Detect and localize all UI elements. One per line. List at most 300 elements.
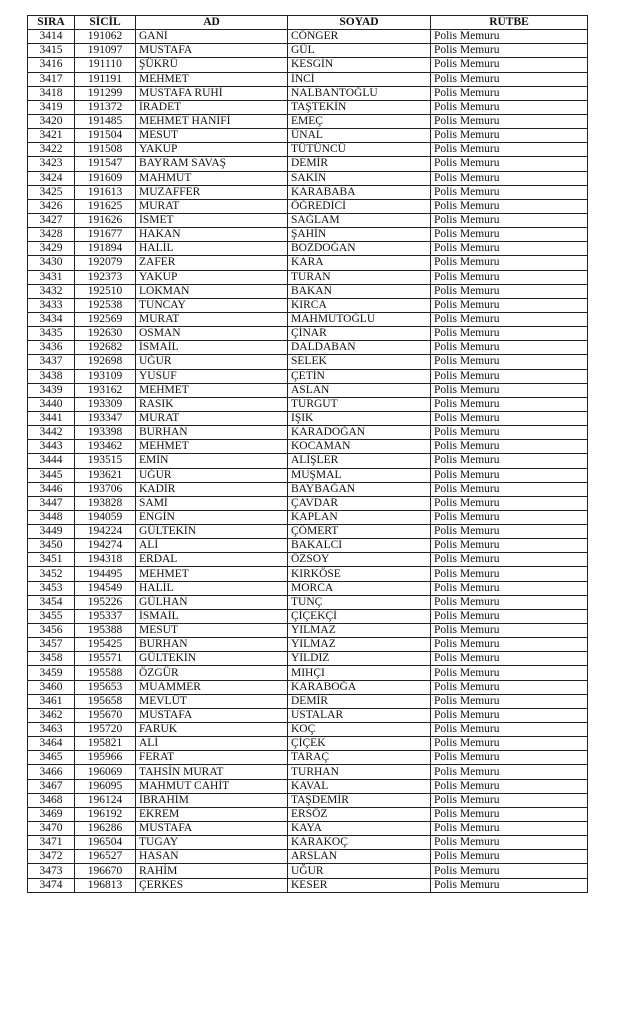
cell-ad: ALİ [136,539,288,553]
cell-rutbe: Polis Memuru [431,242,588,256]
cell-sira: 3458 [28,652,75,666]
table-row [28,86,588,100]
cell-rutbe: Polis Memuru [431,779,588,793]
cell-sicil: 193462 [75,440,136,454]
cell-rutbe: Polis Memuru [431,822,588,836]
table-row [28,581,588,595]
cell-soyad: DALDABAN [288,341,431,355]
cell-sicil: 195226 [75,595,136,609]
table-row [28,242,588,256]
cell-sira: 3443 [28,440,75,454]
cell-rutbe: Polis Memuru [431,355,588,369]
cell-sira: 3441 [28,411,75,425]
cell-sicil: 193162 [75,383,136,397]
table-row [28,355,588,369]
table-row [28,807,588,821]
table-row [28,44,588,58]
cell-ad: İBRAHİM [136,793,288,807]
table-row [28,397,588,411]
cell-rutbe: Polis Memuru [431,680,588,694]
cell-sira: 3460 [28,680,75,694]
table-row [28,468,588,482]
cell-soyad: ÇİNAR [288,327,431,341]
cell-sicil: 195588 [75,666,136,680]
header-row [28,16,588,30]
cell-rutbe: Polis Memuru [431,694,588,708]
cell-soyad: CÖNGER [288,30,431,44]
cell-rutbe: Polis Memuru [431,638,588,652]
cell-ad: SAMİ [136,496,288,510]
cell-sicil: 196286 [75,822,136,836]
cell-ad: RASIK [136,397,288,411]
cell-sira: 3425 [28,185,75,199]
cell-rutbe: Polis Memuru [431,581,588,595]
cell-soyad: ALİŞLER [288,454,431,468]
cell-ad: MEHMET [136,383,288,397]
cell-ad: UĞUR [136,468,288,482]
table-row [28,256,588,270]
cell-sicil: 195337 [75,609,136,623]
cell-soyad: GÜL [288,44,431,58]
cell-rutbe: Polis Memuru [431,864,588,878]
cell-ad: İSMAİL [136,609,288,623]
table-body [28,30,588,893]
cell-sira: 3438 [28,369,75,383]
cell-rutbe: Polis Memuru [431,86,588,100]
cell-rutbe: Polis Memuru [431,468,588,482]
cell-rutbe: Polis Memuru [431,312,588,326]
cell-sira: 3457 [28,638,75,652]
cell-rutbe: Polis Memuru [431,723,588,737]
cell-ad: YAKUP [136,143,288,157]
cell-sira: 3431 [28,270,75,284]
cell-sicil: 196069 [75,765,136,779]
table-row [28,129,588,143]
cell-soyad: TÜTÜNCÜ [288,143,431,157]
table-row [28,638,588,652]
cell-rutbe: Polis Memuru [431,807,588,821]
cell-soyad: TURGUT [288,397,431,411]
cell-sicil: 191609 [75,171,136,185]
cell-soyad: MUŞMAL [288,468,431,482]
cell-sicil: 194549 [75,581,136,595]
cell-rutbe: Polis Memuru [431,426,588,440]
cell-rutbe: Polis Memuru [431,525,588,539]
cell-rutbe: Polis Memuru [431,270,588,284]
cell-sicil: 195670 [75,708,136,722]
cell-sira: 3424 [28,171,75,185]
cell-rutbe: Polis Memuru [431,708,588,722]
cell-sira: 3435 [28,327,75,341]
cell-ad: MESUT [136,624,288,638]
cell-sicil: 192682 [75,341,136,355]
cell-sira: 3442 [28,426,75,440]
cell-sicil: 191191 [75,72,136,86]
cell-soyad: TARAÇ [288,751,431,765]
table-header [28,16,588,30]
table-row [28,228,588,242]
cell-soyad: ÖĞREDİCİ [288,199,431,213]
table-row [28,171,588,185]
cell-soyad: BAYBAĞAN [288,482,431,496]
cell-rutbe: Polis Memuru [431,114,588,128]
table-row [28,58,588,72]
cell-sira: 3414 [28,30,75,44]
cell-soyad: KESGİN [288,58,431,72]
cell-sicil: 191508 [75,143,136,157]
cell-ad: MUSTAFA [136,708,288,722]
cell-soyad: BAKALCI [288,539,431,553]
cell-soyad: BOZDOĞAN [288,242,431,256]
cell-sira: 3448 [28,510,75,524]
cell-sicil: 194059 [75,510,136,524]
cell-sicil: 193309 [75,397,136,411]
cell-soyad: SAĞLAM [288,213,431,227]
cell-sicil: 195966 [75,751,136,765]
cell-ad: YAKUP [136,270,288,284]
cell-ad: MURAT [136,199,288,213]
cell-sicil: 195658 [75,694,136,708]
table-row [28,143,588,157]
cell-sicil: 196504 [75,836,136,850]
cell-sicil: 196813 [75,878,136,892]
cell-soyad: MAHMUTOĞLU [288,312,431,326]
cell-rutbe: Polis Memuru [431,510,588,524]
cell-soyad: ASLAN [288,383,431,397]
cell-soyad: KOÇ [288,723,431,737]
cell-rutbe: Polis Memuru [431,341,588,355]
cell-sicil: 191894 [75,242,136,256]
cell-sira: 3464 [28,737,75,751]
cell-sicil: 191677 [75,228,136,242]
cell-sira: 3417 [28,72,75,86]
cell-rutbe: Polis Memuru [431,595,588,609]
cell-rutbe: Polis Memuru [431,751,588,765]
cell-sicil: 194318 [75,553,136,567]
cell-ad: YUSUF [136,369,288,383]
cell-ad: GÜLTEKİN [136,652,288,666]
cell-ad: MEHMET [136,440,288,454]
cell-rutbe: Polis Memuru [431,58,588,72]
cell-soyad: ŞAHİN [288,228,431,242]
cell-soyad: KAYA [288,822,431,836]
cell-ad: RAHİM [136,864,288,878]
cell-rutbe: Polis Memuru [431,440,588,454]
cell-ad: MUZAFFER [136,185,288,199]
cell-rutbe: Polis Memuru [431,327,588,341]
table-row [28,793,588,807]
cell-sicil: 191062 [75,30,136,44]
table-row [28,440,588,454]
table-row [28,496,588,510]
cell-sicil: 193706 [75,482,136,496]
cell-sira: 3426 [28,199,75,213]
cell-sira: 3440 [28,397,75,411]
cell-ad: MEHMET [136,567,288,581]
cell-sira: 3452 [28,567,75,581]
cell-rutbe: Polis Memuru [431,482,588,496]
cell-ad: MAHMUT [136,171,288,185]
cell-sira: 3434 [28,312,75,326]
cell-ad: TAHSİN MURAT [136,765,288,779]
cell-ad: MURAT [136,411,288,425]
cell-sicil: 193828 [75,496,136,510]
cell-ad: FARUK [136,723,288,737]
cell-sira: 3447 [28,496,75,510]
cell-ad: BURHAN [136,426,288,440]
table-row [28,100,588,114]
cell-sira: 3418 [28,86,75,100]
table-row [28,609,588,623]
cell-sira: 3454 [28,595,75,609]
cell-rutbe: Polis Memuru [431,765,588,779]
cell-ad: HASAN [136,850,288,864]
cell-sicil: 193621 [75,468,136,482]
cell-rutbe: Polis Memuru [431,878,588,892]
table-row [28,666,588,680]
cell-soyad: KIRKÖSE [288,567,431,581]
table-row [28,341,588,355]
header-soyad: SOYAD [288,16,431,30]
table-row [28,454,588,468]
cell-sira: 3416 [28,58,75,72]
cell-rutbe: Polis Memuru [431,185,588,199]
cell-rutbe: Polis Memuru [431,157,588,171]
cell-sicil: 196124 [75,793,136,807]
cell-sira: 3421 [28,129,75,143]
cell-ad: MUAMMER [136,680,288,694]
cell-soyad: ÇÖMERT [288,525,431,539]
cell-ad: KADİR [136,482,288,496]
cell-rutbe: Polis Memuru [431,143,588,157]
table-row [28,751,588,765]
table-row [28,185,588,199]
cell-sira: 3420 [28,114,75,128]
cell-rutbe: Polis Memuru [431,30,588,44]
cell-ad: MEHMET [136,72,288,86]
table-row [28,270,588,284]
cell-sicil: 194495 [75,567,136,581]
cell-soyad: ERSÖZ [288,807,431,821]
cell-sicil: 191626 [75,213,136,227]
cell-sira: 3430 [28,256,75,270]
table-row [28,765,588,779]
cell-soyad: TAŞTEKİN [288,100,431,114]
cell-soyad: TUNÇ [288,595,431,609]
cell-sicil: 191110 [75,58,136,72]
cell-rutbe: Polis Memuru [431,72,588,86]
cell-ad: HAKAN [136,228,288,242]
table-row [28,779,588,793]
cell-soyad: DEMİR [288,694,431,708]
cell-soyad: KOCAMAN [288,440,431,454]
cell-soyad: ÇAVDAR [288,496,431,510]
cell-soyad: KARABABA [288,185,431,199]
cell-sicil: 195388 [75,624,136,638]
cell-sicil: 191485 [75,114,136,128]
cell-rutbe: Polis Memuru [431,850,588,864]
cell-rutbe: Polis Memuru [431,129,588,143]
cell-rutbe: Polis Memuru [431,793,588,807]
table-row [28,312,588,326]
table-row [28,482,588,496]
cell-sicil: 192698 [75,355,136,369]
cell-ad: İSMAİL [136,341,288,355]
cell-soyad: İNCİ [288,72,431,86]
cell-ad: EKREM [136,807,288,821]
cell-sicil: 194224 [75,525,136,539]
cell-ad: MUSTAFA [136,822,288,836]
cell-soyad: ÇİÇEK [288,737,431,751]
cell-sicil: 191625 [75,199,136,213]
cell-ad: BAYRAM SAVAŞ [136,157,288,171]
cell-sira: 3471 [28,836,75,850]
cell-sicil: 196095 [75,779,136,793]
cell-sira: 3473 [28,864,75,878]
personnel-table [27,15,588,893]
cell-soyad: KARABOĞA [288,680,431,694]
table-row [28,30,588,44]
cell-ad: ENGİN [136,510,288,524]
cell-soyad: ÇETİN [288,369,431,383]
cell-sicil: 191097 [75,44,136,58]
cell-rutbe: Polis Memuru [431,609,588,623]
cell-sicil: 193515 [75,454,136,468]
cell-sicil: 196527 [75,850,136,864]
cell-rutbe: Polis Memuru [431,397,588,411]
cell-ad: GÜLTEKİN [136,525,288,539]
cell-ad: TUGAY [136,836,288,850]
cell-ad: ALİ [136,737,288,751]
cell-sicil: 192079 [75,256,136,270]
cell-soyad: YILDIZ [288,652,431,666]
table-row [28,553,588,567]
table-row [28,836,588,850]
table-row [28,72,588,86]
cell-ad: OSMAN [136,327,288,341]
cell-rutbe: Polis Memuru [431,411,588,425]
table-row [28,525,588,539]
cell-ad: ERDAL [136,553,288,567]
table-row [28,680,588,694]
table-row [28,298,588,312]
cell-ad: MUSTAFA RUHİ [136,86,288,100]
cell-ad: ÇERKES [136,878,288,892]
cell-rutbe: Polis Memuru [431,539,588,553]
cell-sira: 3470 [28,822,75,836]
cell-sira: 3445 [28,468,75,482]
cell-sicil: 193109 [75,369,136,383]
cell-ad: HALİL [136,242,288,256]
table-row [28,652,588,666]
cell-sicil: 195571 [75,652,136,666]
table-row [28,539,588,553]
cell-sicil: 192510 [75,284,136,298]
cell-sira: 3463 [28,723,75,737]
cell-sira: 3439 [28,383,75,397]
cell-sicil: 195653 [75,680,136,694]
table-row [28,327,588,341]
table-row [28,199,588,213]
cell-sira: 3461 [28,694,75,708]
table-row [28,723,588,737]
cell-sira: 3465 [28,751,75,765]
cell-sira: 3472 [28,850,75,864]
cell-sira: 3432 [28,284,75,298]
header-sicil: SİCİL [75,16,136,30]
cell-soyad: USTALAR [288,708,431,722]
cell-soyad: MIHÇI [288,666,431,680]
table-row [28,157,588,171]
cell-rutbe: Polis Memuru [431,737,588,751]
cell-soyad: TURAN [288,270,431,284]
cell-sira: 3446 [28,482,75,496]
table-row [28,878,588,892]
cell-ad: MEHMET HANİFİ [136,114,288,128]
cell-soyad: KARADOĞAN [288,426,431,440]
cell-sira: 3419 [28,100,75,114]
cell-soyad: ÖZSOY [288,553,431,567]
cell-soyad: NALBANTOĞLU [288,86,431,100]
cell-ad: MURAT [136,312,288,326]
cell-rutbe: Polis Memuru [431,284,588,298]
cell-sicil: 193347 [75,411,136,425]
table-row [28,737,588,751]
table-row [28,567,588,581]
cell-sira: 3428 [28,228,75,242]
cell-sira: 3468 [28,793,75,807]
table-row [28,624,588,638]
cell-sira: 3433 [28,298,75,312]
cell-ad: İSMET [136,213,288,227]
cell-sira: 3453 [28,581,75,595]
cell-soyad: KIRCA [288,298,431,312]
cell-ad: LOKMAN [136,284,288,298]
table-row [28,426,588,440]
cell-rutbe: Polis Memuru [431,44,588,58]
table-row [28,822,588,836]
header-sira: SIRA [28,16,75,30]
cell-rutbe: Polis Memuru [431,199,588,213]
cell-ad: EMİN [136,454,288,468]
cell-sicil: 191613 [75,185,136,199]
cell-soyad: KESER [288,878,431,892]
cell-soyad: KAPLAN [288,510,431,524]
cell-rutbe: Polis Memuru [431,624,588,638]
cell-soyad: YILMAZ [288,624,431,638]
cell-soyad: KAVAL [288,779,431,793]
cell-sicil: 193398 [75,426,136,440]
table-row [28,114,588,128]
cell-sira: 3429 [28,242,75,256]
cell-sicil: 191299 [75,86,136,100]
cell-rutbe: Polis Memuru [431,100,588,114]
cell-sira: 3423 [28,157,75,171]
cell-soyad: ARSLAN [288,850,431,864]
cell-ad: BURHAN [136,638,288,652]
table-row [28,284,588,298]
cell-rutbe: Polis Memuru [431,256,588,270]
cell-soyad: ÇİÇEKÇİ [288,609,431,623]
cell-sicil: 191372 [75,100,136,114]
cell-ad: ZAFER [136,256,288,270]
cell-rutbe: Polis Memuru [431,454,588,468]
cell-sicil: 196192 [75,807,136,821]
header-ad: AD [136,16,288,30]
cell-sira: 3456 [28,624,75,638]
cell-sira: 3437 [28,355,75,369]
cell-sira: 3474 [28,878,75,892]
